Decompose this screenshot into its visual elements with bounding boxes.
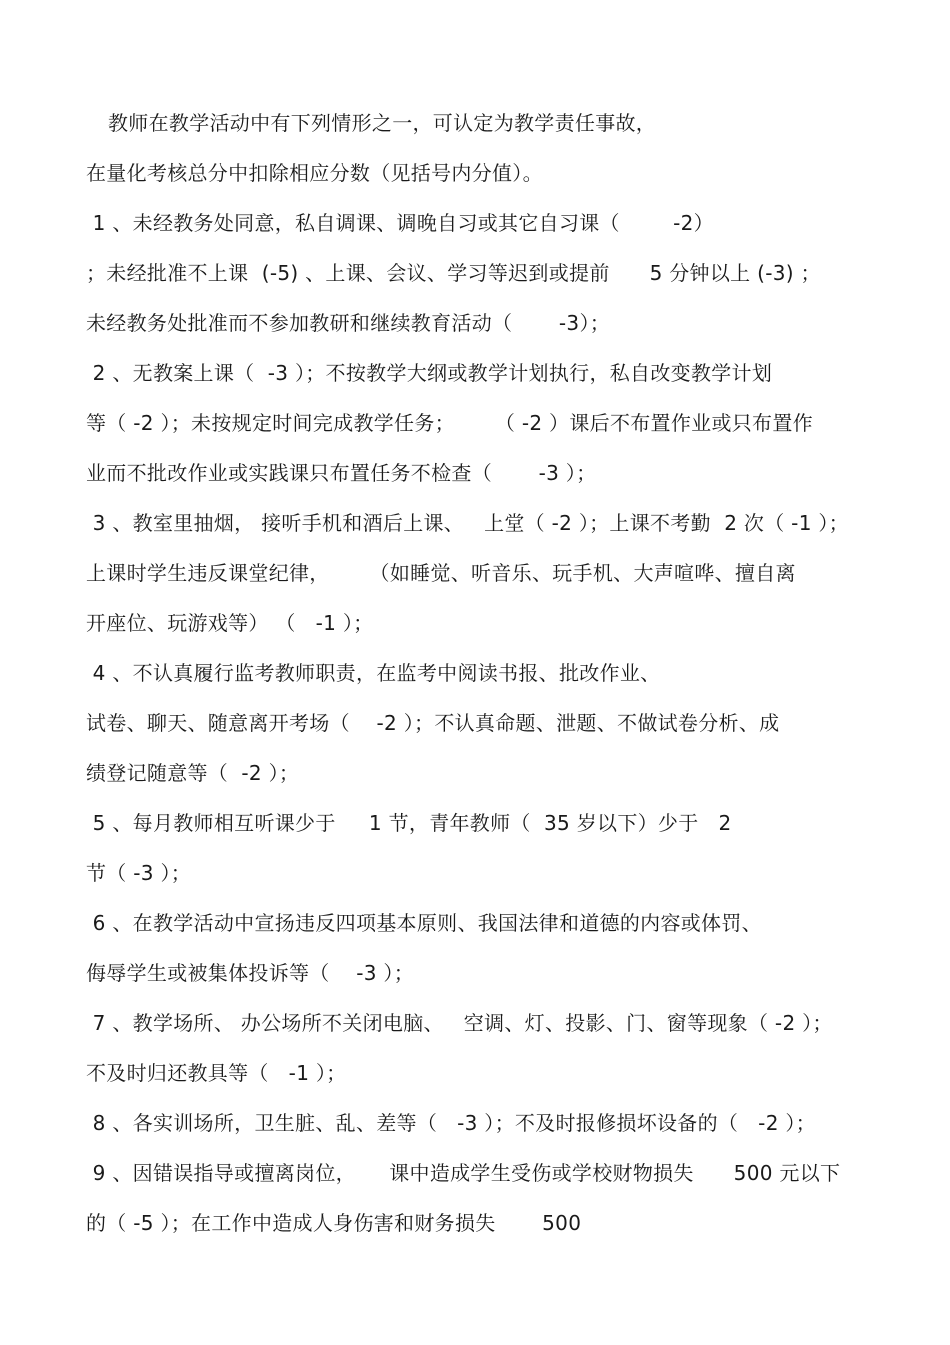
- item-6-line-2: 侮辱学生或被集体投诉等（ -3 ）；: [86, 961, 415, 985]
- item-1-line-1: 1 、未经教务处同意，私自调课、调晚自习或其它自习课（ -2）: [86, 211, 714, 235]
- item-9-line-2: 的（ -5 ）；在工作中造成人身伤害和财务损失 500: [86, 1211, 582, 1235]
- item-7-line-2: 不及时归还教具等（ -1 ）；: [86, 1061, 347, 1085]
- intro-line-1: 教师在教学活动中有下列情形之一，可认定为教学责任事故，: [108, 111, 657, 135]
- item-1-line-2: ；未经批准不上课 (-5) 、上课、会议、学习等迟到或提前 5 分钟以上 (-3) ；: [86, 261, 821, 285]
- item-3-line-1: 3 、教室里抽烟， 接听手机和酒后上课、 上堂（ -2 ）；上课不考勤 2 次（ -1 ）；: [86, 511, 849, 535]
- item-4-line-3: 绩登记随意等（ -2 ）；: [86, 761, 300, 785]
- item-7-line-1: 7 、教学场所、 办公场所不关闭电脑、 空调、灯、投影、门、窗等现象（ -2 ）；: [86, 1011, 833, 1035]
- item-9-line-1: 9 、因错误指导或擅离岗位， 课中造成学生受伤或学校财物损失 500 元以下: [86, 1161, 841, 1185]
- item-2-line-2: 等（ -2 ）；未按规定时间完成教学任务； （ -2 ）课后不布置作业或只布置作: [86, 411, 813, 435]
- item-2-line-3: 业而不批改作业或实践课只布置任务不检查（ -3 ）；: [86, 461, 597, 485]
- item-5-line-2: 节（ -3 ）；: [86, 861, 192, 885]
- item-8-line-1: 8 、各实训场所，卫生脏、乱、差等（ -3 ）；不及时报修损坏设备的（ -2 ）；: [86, 1111, 816, 1135]
- item-1-line-3: 未经教务处批准而不参加教研和继续教育活动（ -3）；: [86, 311, 611, 335]
- item-3-line-3: 开座位、玩游戏等） （ -1 ）；: [86, 611, 374, 635]
- item-2-line-1: 2 、无教案上课（ -3 ）；不按教学大纲或教学计划执行，私自改变教学计划: [86, 361, 773, 385]
- item-4-line-2: 试卷、聊天、随意离开考场（ -2 ）；不认真命题、泄题、不做试卷分析、成: [86, 711, 780, 735]
- intro-line-2: 在量化考核总分中扣除相应分数（见括号内分值）。: [86, 161, 543, 185]
- item-5-line-1: 5 、每月教师相互听课少于 1 节，青年教师（ 35 岁以下）少于 2: [86, 811, 732, 835]
- item-6-line-1: 6 、在教学活动中宣扬违反四项基本原则、我国法律和道德的内容或体罚、: [86, 911, 762, 935]
- item-4-line-1: 4 、不认真履行监考教师职责，在监考中阅读书报、批改作业、: [86, 661, 661, 685]
- item-3-line-2: 上课时学生违反课堂纪律， （如睡觉、听音乐、玩手机、大声喧哗、擅自离: [86, 561, 796, 585]
